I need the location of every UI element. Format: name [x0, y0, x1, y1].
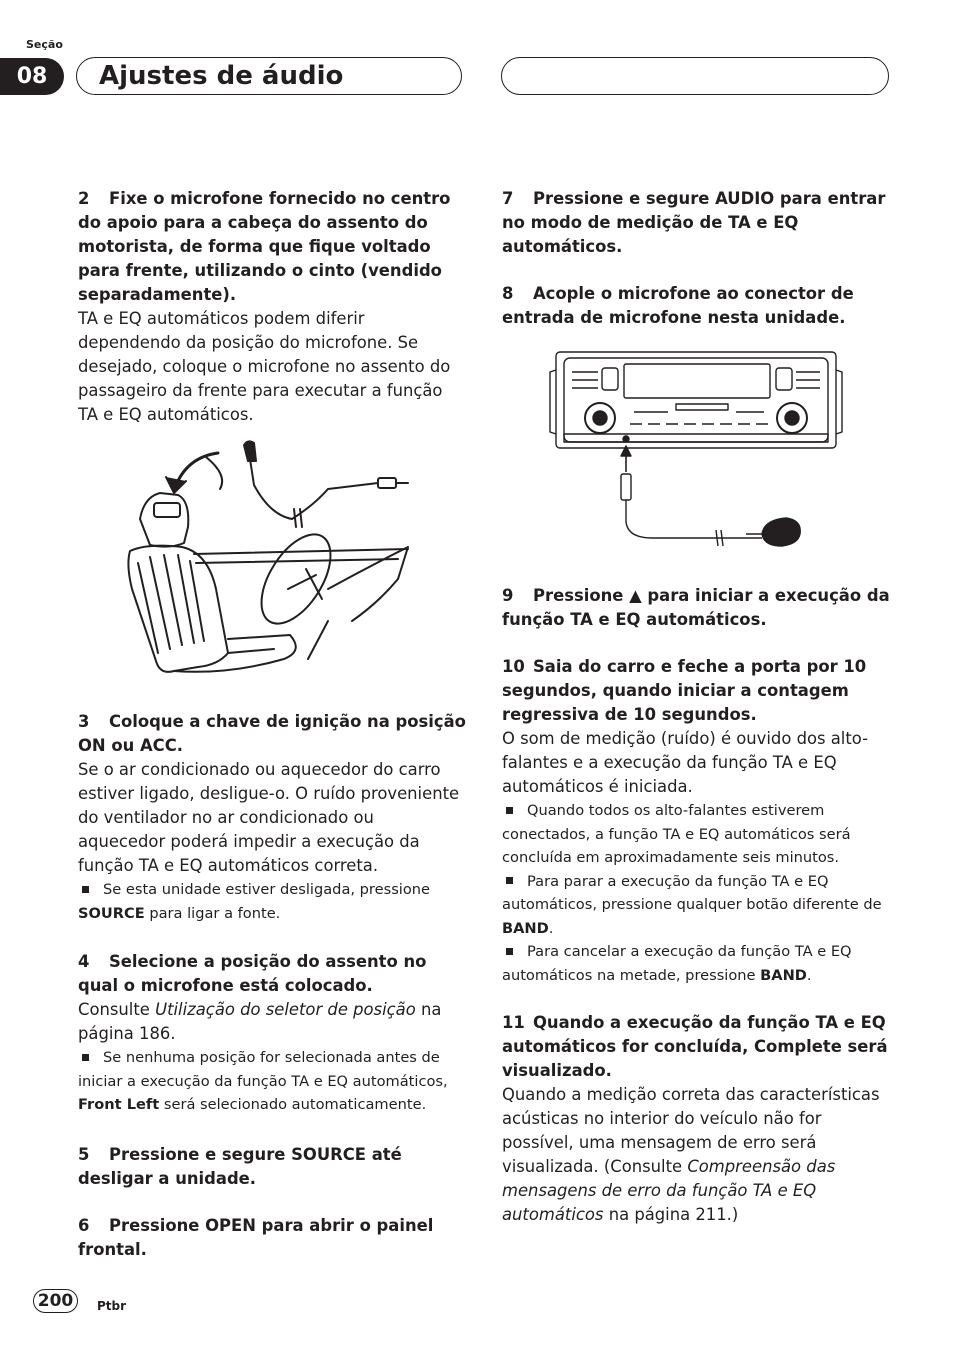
bullet-square-icon	[82, 886, 89, 893]
page-number: 200	[33, 1289, 78, 1313]
section-label: Seção	[26, 38, 63, 51]
bullet-square-icon	[506, 877, 513, 884]
step-10-note-1: Quando todos os alto-falantes estiverem conectados, a função TA e EQ automáticos será concluída em aproximadamente seis minutos.	[502, 802, 851, 866]
section-number-tab: 08	[0, 58, 64, 95]
step-3-body: Se o ar condicionado ou aquecedor do carro estiver ligado, desligue-o. O ruído proveniente do ventilador no ar condicionado ou aquecedor poderá impedir a execução da função TA e EQ automáticos correta.	[78, 760, 460, 875]
step-3: 3 Coloque a chave de ignição na posição ON ou ACC.	[78, 712, 466, 755]
step-11: 11 Quando a execução da função TA e EQ automáticos for concluída, Complete será visualizado.	[502, 1013, 888, 1080]
step-2: 2 Fixe o microfone fornecido no centro do apoio para a cabeça do assento do motorista, de forma que fique voltado para frente, utilizando o cinto (vendido separadamente).	[78, 189, 451, 304]
step-2-body: TA e EQ automáticos podem diferir dependendo da posição do microfone. Se desejado, coloque o microfone no assento do passageiro da frente para executar a função TA e EQ automáticos.	[78, 309, 451, 424]
head-unit-microphone-illustration	[502, 344, 890, 554]
step-8: 8 Acople o microfone ao conector de entrada de microfone nesta unidade.	[502, 284, 854, 327]
step-9: 9 Pressione ▲ para iniciar a execução da função TA e EQ automáticos.	[502, 586, 890, 629]
step-11-body: Quando a medição correta das características acústicas no interior do veículo não for possível, uma mensagem de erro será visualizada. (Consulte Compreensão das mensagens de erro da função TA e EQ automáticos na página 211.)	[502, 1085, 880, 1224]
step-7: 7 Pressione e segure AUDIO para entrar no modo de medição de TA e EQ automáticos.	[502, 189, 886, 256]
language-code: Ptbr	[97, 1299, 127, 1313]
bullet-square-icon	[506, 948, 513, 955]
right-column	[502, 187, 890, 1227]
step-6: 6 Pressione OPEN para abrir o painel frontal.	[78, 1215, 434, 1259]
step-5: 5 Pressione e segure SOURCE até desligar a unidade.	[78, 1144, 402, 1188]
page-title: Ajustes de áudio	[99, 61, 344, 91]
bullet-square-icon	[82, 1054, 89, 1061]
step-4-body: Consulte Utilização do seletor de posição na página 186.	[78, 1000, 442, 1043]
step-3-note: Se esta unidade estiver desligada, pressione SOURCE para ligar a fonte.	[78, 881, 431, 922]
title-frame-right	[501, 57, 889, 95]
bullet-square-icon	[506, 807, 513, 814]
step-10-note-2: Para parar a execução da função TA e EQ automáticos, pressione qualquer botão diferente de BAND.	[502, 872, 882, 937]
left-column	[78, 187, 466, 1262]
step-10: 10 Saia do carro e feche a porta por 10 segundos, quando iniciar a contagem regressiva de 10 segundos.	[502, 657, 867, 724]
seat-microphone-illustration	[78, 439, 466, 684]
step-4-note: Se nenhuma posição for selecionada antes de iniciar a execução da função TA e EQ automáticos, Front Left será selecionado automaticamente.	[78, 1049, 448, 1113]
step-4: 4 Selecione a posição do assento no qual o microfone está colocado.	[78, 952, 427, 995]
step-10-body: O som de medição (ruído) é ouvido dos alto-falantes e a execução da função TA e EQ automáticos é iniciada.	[502, 729, 869, 796]
step-10-note-3: Para cancelar a execução da função TA e EQ automáticos na metade, pressione BAND.	[502, 943, 852, 984]
